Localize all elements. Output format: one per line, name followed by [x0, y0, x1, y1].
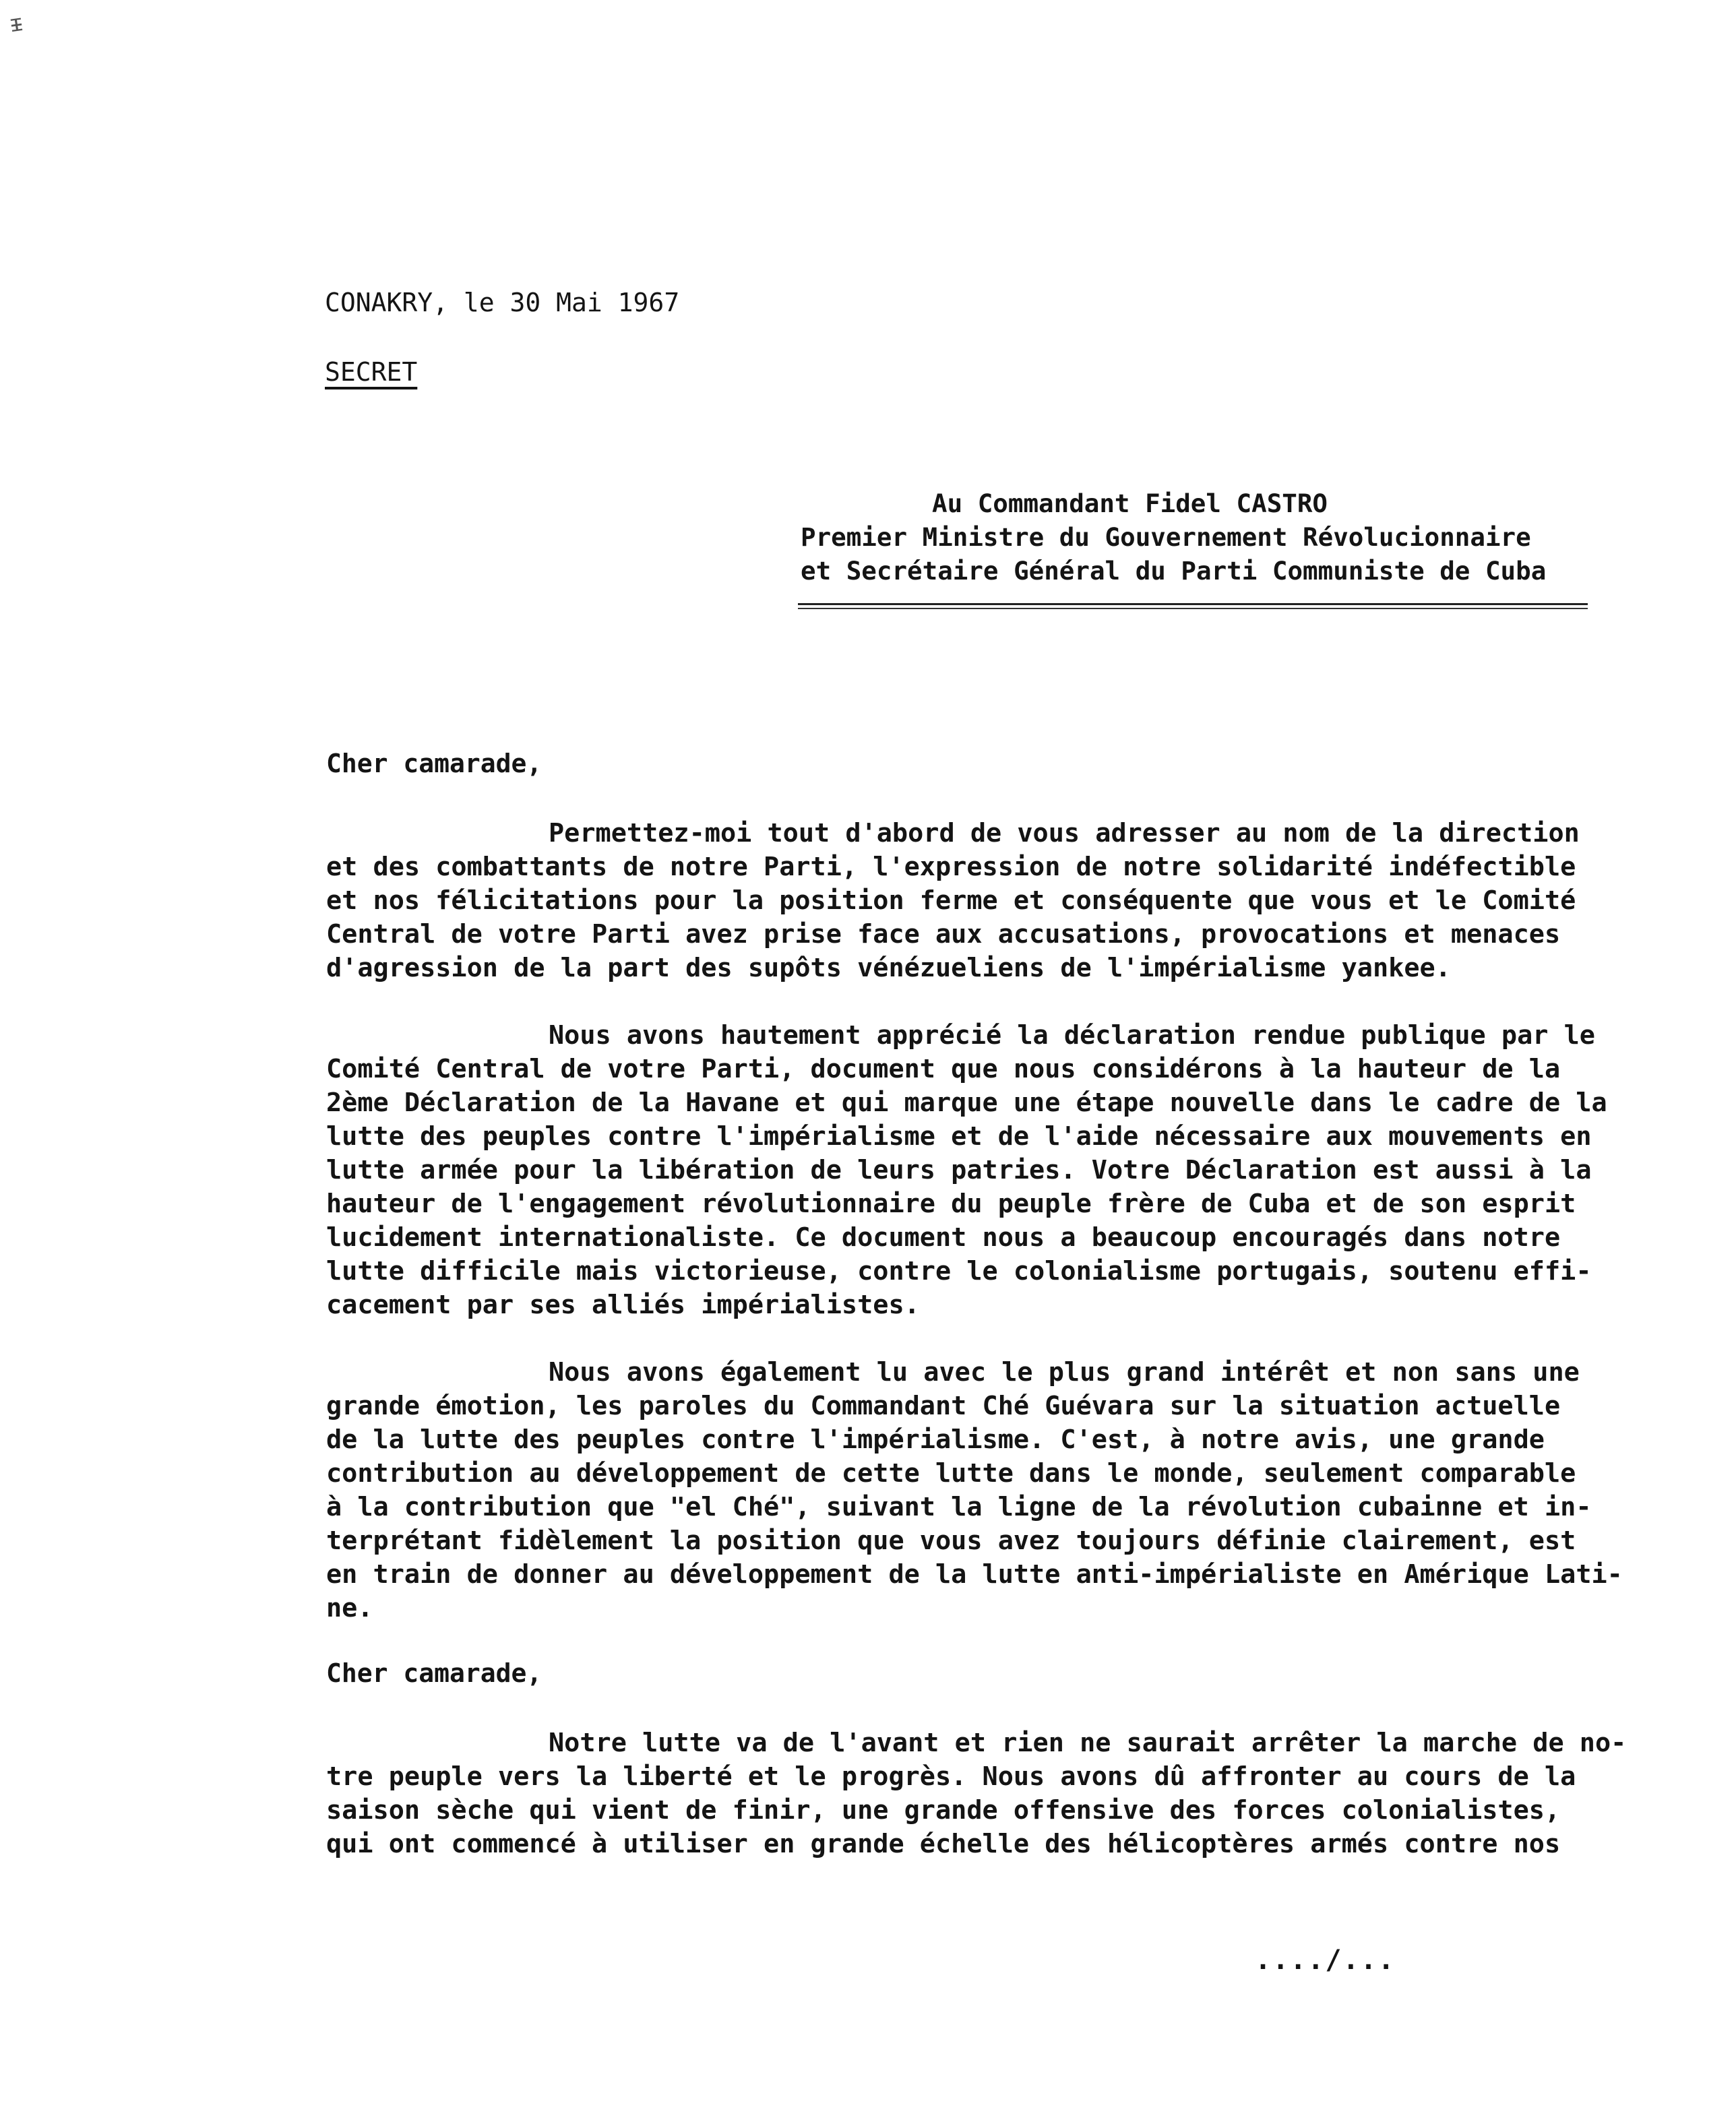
text-line: et nos félicitations pour la position ferme et conséquente que vous et le Comité — [326, 885, 1576, 916]
text-line: 2ème Déclaration de la Havane et qui marque une étape nouvelle dans le cadre de la — [326, 1088, 1607, 1118]
text-line: d'agression de la part des supôts vénézueliens de l'impérialisme yankee. — [326, 953, 1451, 983]
text-line: Notre lutte va de l'avant et rien ne saurait arrêter la marche de no- — [549, 1728, 1627, 1758]
text-line: saison sèche qui vient de finir, une grande offensive des forces colonialistes, — [326, 1795, 1561, 1825]
continuation-mark: ..../... — [1255, 1945, 1396, 1976]
addressee-line: et Secrétaire Général du Parti Communiste de Cuba — [801, 556, 1547, 586]
text-line: en train de donner au développement de la lutte anti-impérialiste en Amérique Lati- — [326, 1559, 1623, 1590]
text-line: qui ont commencé à utiliser en grande échelle des hélicoptères armés contre nos — [326, 1829, 1561, 1859]
text-line: tre peuple vers la liberté et le progrès. Nous avons dû affronter au cours de la — [326, 1761, 1576, 1792]
text-line: lucidement internationaliste. Ce document nous a beaucoup encouragés dans notre — [326, 1222, 1561, 1253]
text-line: lutte difficile mais victorieuse, contre le colonialisme portugais, soutenu effi- — [326, 1256, 1592, 1286]
text-line: Permettez-moi tout d'abord de vous adresser au nom de la direction — [549, 818, 1580, 848]
paragraph-3 — [326, 1356, 1640, 1625]
text-line: cacement par ses alliés impérialistes. — [326, 1290, 920, 1320]
classification-stamp: SECRET — [325, 357, 418, 387]
text-line: terprétant fidèlement la position que vous avez toujours définie clairement, est — [326, 1526, 1576, 1556]
text-line: ne. — [326, 1593, 373, 1623]
text-line: lutte armée pour la libération de leurs patries. Votre Déclaration est aussi à la — [326, 1155, 1592, 1185]
salutation: Cher camarade, — [326, 1658, 542, 1688]
salutation: Cher camarade, — [326, 749, 542, 778]
text-line: hauteur de l'engagement révolutionnaire du peuple frère de Cuba et de son esprit — [326, 1189, 1576, 1219]
text-line: lutte des peuples contre l'impérialisme et de l'aide nécessaire aux mouvements en — [326, 1121, 1592, 1152]
text-line: et des combattants de notre Parti, l'expression de notre solidarité indéfectible — [326, 852, 1576, 882]
paragraph-4 — [326, 1726, 1640, 1861]
text-line: Nous avons hautement apprécié la déclaration rendue publique par le — [549, 1020, 1595, 1051]
addressee-line: Premier Ministre du Gouvernement Révolucionnaire — [801, 522, 1531, 552]
addressee-block — [801, 487, 1589, 588]
text-line: de la lutte des peuples contre l'impérialisme. C'est, à notre avis, une grande — [326, 1425, 1545, 1455]
dateline: CONAKRY, le 30 Mai 1967 — [325, 288, 680, 317]
text-line: Nous avons également lu avec le plus grand intérêt et non sans une — [549, 1357, 1580, 1387]
addressee-underline — [798, 603, 1588, 605]
corner-mark: ᵻ — [7, 9, 26, 38]
addressee-line: Au Commandant Fidel CASTRO — [932, 489, 1328, 518]
paragraph-1 — [326, 817, 1640, 985]
text-line: grande émotion, les paroles du Commandant Ché Guévara sur la situation actuelle — [326, 1391, 1561, 1421]
text-line: Comité Central de votre Parti, document que nous considérons à la hauteur de la — [326, 1054, 1561, 1084]
text-line: contribution au développement de cette lutte dans le monde, seulement comparable — [326, 1458, 1576, 1489]
paragraph-2 — [326, 1019, 1640, 1322]
text-line: Central de votre Parti avez prise face aux accusations, provocations et menaces — [326, 919, 1561, 949]
text-line: à la contribution que "el Ché", suivant la ligne de la révolution cubainne et in- — [326, 1492, 1592, 1522]
addressee-underline-double — [798, 608, 1588, 609]
